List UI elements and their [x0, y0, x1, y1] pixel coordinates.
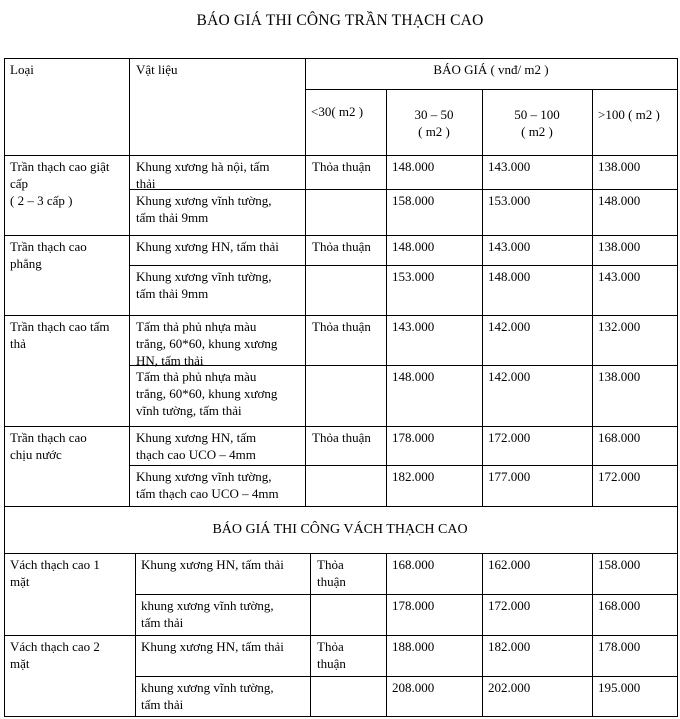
header-rule — [4, 155, 677, 156]
table-rule — [386, 315, 387, 426]
price-over-100: 138.000 — [598, 159, 641, 174]
row-rule — [135, 676, 386, 677]
ceiling-type-label: cấp — [10, 176, 29, 191]
ceiling-type-label: Trần thạch cao — [10, 239, 87, 254]
material-text: Khung xương HN, tấm thải — [136, 239, 279, 254]
table-rule — [386, 235, 387, 315]
table-rule — [305, 155, 306, 235]
row-rule — [129, 465, 677, 466]
price-30-50: 168.000 — [392, 557, 435, 572]
price-30-50: 153.000 — [392, 269, 435, 284]
partition-type-label: Vách thạch cao 1 — [10, 557, 100, 572]
header-material: Vật liệu — [136, 62, 178, 77]
price-over-100: 143.000 — [598, 269, 641, 284]
material-text: Khung xương HN, tấm — [136, 430, 257, 445]
group-rule — [4, 553, 677, 554]
row-rule — [129, 265, 677, 266]
material-text: tấm thải 9mm — [136, 286, 209, 301]
header-tier-3: 50 – 100 — [514, 107, 560, 122]
row-rule — [129, 189, 677, 190]
table-rule — [592, 426, 593, 506]
price-50-100: 202.000 — [488, 680, 531, 695]
price-30-50: 178.000 — [392, 598, 435, 613]
ceiling-type-label: ( 2 – 3 cấp ) — [10, 193, 73, 208]
partition-section-title: BÁO GIÁ THI CÔNG VÁCH THẠCH CAO — [212, 522, 468, 537]
partition-type-label: mặt — [10, 574, 30, 589]
price-50-100: 172.000 — [488, 598, 531, 613]
header-tier-3-unit: ( m2 ) — [521, 124, 553, 139]
price-over-100: 168.000 — [598, 430, 641, 445]
partition-type-label: mặt — [10, 656, 30, 671]
page-title: BÁO GIÁ THI CÔNG TRẦN THẠCH CAO — [196, 12, 484, 29]
header-price-group: BÁO GIÁ ( vnđ/ m2 ) — [433, 62, 549, 77]
row-rule — [129, 365, 677, 366]
table-rule — [129, 426, 130, 506]
price-50-100: 153.000 — [488, 193, 531, 208]
price-30-50: 143.000 — [392, 319, 435, 334]
price-30-50: 148.000 — [392, 239, 435, 254]
header-tier-2: 30 – 50 — [414, 107, 454, 122]
material-text: Khung xương vĩnh tường, — [136, 469, 272, 484]
price-50-100: 142.000 — [488, 369, 531, 384]
price-over-100: 172.000 — [598, 469, 641, 484]
price-50-100: 172.000 — [488, 430, 531, 445]
material-text: tấm thải 9mm — [136, 210, 209, 225]
table-rule — [592, 235, 593, 315]
partition-type-label: Vách thạch cao 2 — [10, 639, 100, 654]
material-text: Tấm thả phủ nhựa màu — [136, 369, 257, 384]
group-rule — [4, 315, 677, 316]
group-rule — [4, 506, 677, 507]
material-text: khung xương vĩnh tường, — [141, 680, 274, 695]
price-over-100: 132.000 — [598, 319, 641, 334]
negotiable-price: Thỏa thuận — [312, 430, 371, 445]
price-30-50: 148.000 — [392, 369, 435, 384]
material-text: Khung xương hà nội, tấm — [136, 159, 270, 174]
price-over-100: 148.000 — [598, 193, 641, 208]
row-rule — [386, 676, 677, 677]
material-text: trắng, 60*60, khung xương — [136, 336, 278, 351]
material-text: khung xương vĩnh tường, — [141, 598, 274, 613]
material-text: tấm thải — [141, 697, 184, 712]
header-tier-4: >100 ( m2 ) — [598, 107, 660, 122]
ceiling-type-label: thả — [10, 336, 26, 351]
ceiling-type-label: chịu nước — [10, 447, 62, 462]
material-text: HN, tấm thải — [136, 353, 204, 368]
material-text: Khung xương HN, tấm thải — [141, 557, 284, 572]
table-rule — [592, 155, 593, 235]
header-tier-1: <30( m2 ) — [311, 104, 364, 119]
header-type: Loại — [10, 62, 34, 77]
group-rule — [4, 716, 677, 717]
price-50-100: 182.000 — [488, 639, 531, 654]
table-rule — [592, 315, 593, 426]
group-rule — [4, 426, 677, 427]
table-rule — [305, 426, 306, 506]
ceiling-type-label: Trần thạch cao tấm — [10, 319, 110, 334]
price-30-50: 188.000 — [392, 639, 435, 654]
material-text: thải — [136, 176, 156, 191]
group-rule — [4, 235, 677, 236]
table-rule — [482, 155, 483, 235]
price-30-50: 148.000 — [392, 159, 435, 174]
row-rule — [386, 594, 677, 595]
negotiable-price: Thỏa thuận — [312, 319, 371, 334]
material-text: thạch cao UCO – 4mm — [136, 447, 256, 462]
ceiling-type-label: phẳng — [10, 256, 42, 271]
table-rule — [129, 315, 130, 426]
table-rule — [129, 155, 130, 235]
material-text: Khung xương HN, tấm thải — [141, 639, 284, 654]
price-30-50: 178.000 — [392, 430, 435, 445]
price-50-100: 177.000 — [488, 469, 531, 484]
price-over-100: 138.000 — [598, 369, 641, 384]
header-rule — [305, 89, 677, 90]
header-divider — [592, 89, 593, 155]
price-30-50: 158.000 — [392, 193, 435, 208]
material-text: vĩnh tường, tấm thải — [136, 403, 242, 418]
price-over-100: 178.000 — [598, 639, 641, 654]
table-rule — [482, 235, 483, 315]
negotiable-price: Thỏa — [317, 557, 344, 572]
price-50-100: 162.000 — [488, 557, 531, 572]
price-50-100: 148.000 — [488, 269, 531, 284]
material-text: tấm thạch cao UCO – 4mm — [136, 486, 279, 501]
material-text: Tấm thả phủ nhựa màu — [136, 319, 257, 334]
negotiable-price: Thỏa — [317, 639, 344, 654]
price-50-100: 143.000 — [488, 239, 531, 254]
ceiling-type-label: Trần thạch cao giật — [10, 159, 110, 174]
table-rule — [305, 315, 306, 426]
material-text: trắng, 60*60, khung xương — [136, 386, 278, 401]
material-text: Khung xương vĩnh tường, — [136, 193, 272, 208]
price-over-100: 195.000 — [598, 680, 641, 695]
material-text: tấm thải — [141, 615, 184, 630]
row-rule — [135, 594, 386, 595]
price-over-100: 158.000 — [598, 557, 641, 572]
table-frame — [4, 58, 678, 717]
table-rule — [386, 426, 387, 506]
group-rule — [4, 635, 677, 636]
ceiling-type-label: Trần thạch cao — [10, 430, 87, 445]
negotiable-price: Thỏa thuận — [312, 159, 371, 174]
negotiable-price: thuận — [317, 574, 346, 589]
price-over-100: 138.000 — [598, 239, 641, 254]
table-rule — [386, 155, 387, 235]
price-50-100: 142.000 — [488, 319, 531, 334]
price-30-50: 208.000 — [392, 680, 435, 695]
price-30-50: 182.000 — [392, 469, 435, 484]
header-divider — [129, 58, 130, 155]
price-50-100: 143.000 — [488, 159, 531, 174]
table-rule — [129, 235, 130, 315]
price-over-100: 168.000 — [598, 598, 641, 613]
table-rule — [482, 315, 483, 426]
material-text: Khung xương vĩnh tường, — [136, 269, 272, 284]
table-rule — [305, 235, 306, 315]
header-tier-2-unit: ( m2 ) — [418, 124, 450, 139]
negotiable-price: thuận — [317, 656, 346, 671]
table-rule — [482, 426, 483, 506]
negotiable-price: Thỏa thuận — [312, 239, 371, 254]
